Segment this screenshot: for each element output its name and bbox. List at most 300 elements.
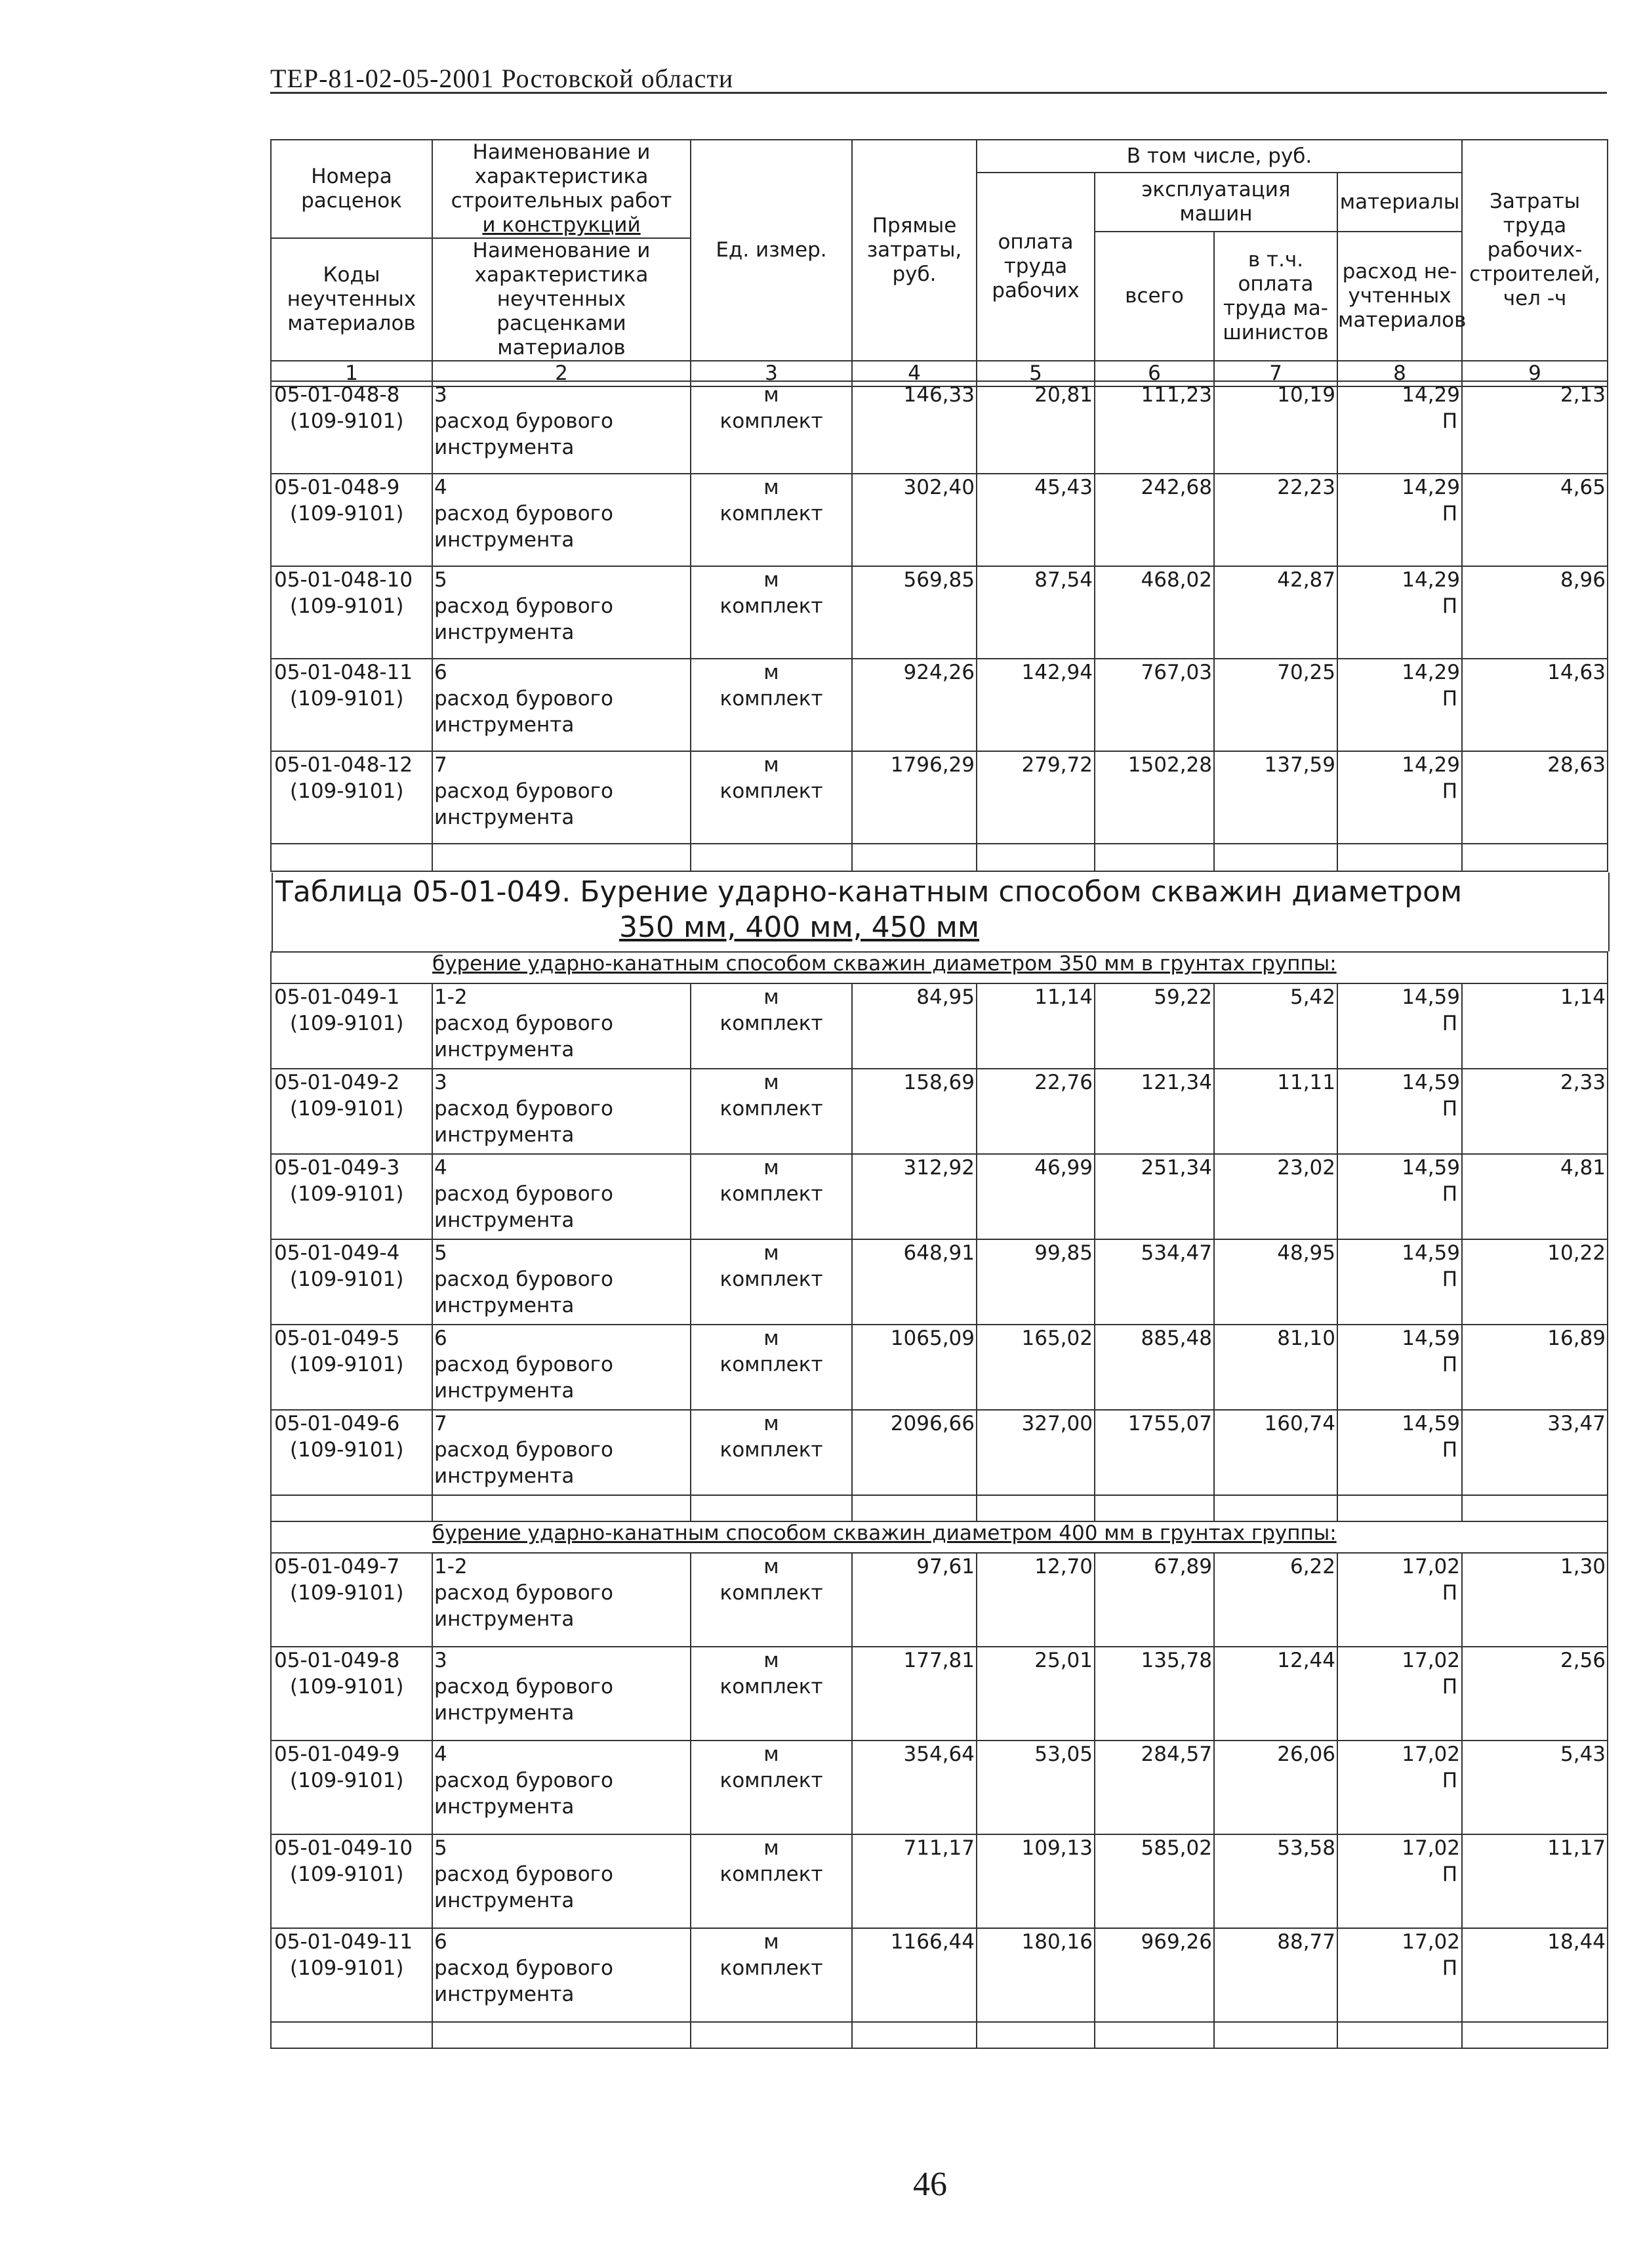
unit: м [763, 383, 779, 407]
table-row [271, 1928, 1608, 2022]
worker-labor: 1,14 [1462, 983, 1608, 1069]
unit-cell [691, 1410, 852, 1495]
rate-code: 05-01-049-8 [274, 1649, 400, 1672]
machines-total: 767,03 [1095, 659, 1214, 751]
work-description [432, 381, 691, 474]
table-spacer [271, 1495, 1608, 1521]
section-row [271, 952, 1608, 983]
material-unit: комплект [720, 1863, 823, 1886]
header-worker-labor: Затраты труда рабочих- строителей, чел -ч [1462, 140, 1608, 361]
soil-group: 6 [434, 1930, 447, 1954]
worker-labor: 5,43 [1462, 1741, 1608, 1834]
materials: 14,29 [1402, 476, 1460, 499]
rate-code-cell [271, 983, 432, 1069]
worker-labor: 14,63 [1462, 659, 1608, 751]
table-row [271, 983, 1608, 1069]
unit: м [763, 661, 779, 684]
header-machines: эксплуатация машин [1095, 173, 1337, 232]
unit-cell [691, 1553, 852, 1647]
material-name: расход бурового [434, 1097, 613, 1121]
unit-cell [691, 983, 852, 1069]
rate-code-cell [271, 751, 432, 844]
table-row [271, 566, 1608, 659]
direct-costs: 569,85 [852, 566, 977, 659]
col-num: 1 [271, 361, 432, 386]
unit: м [763, 1241, 779, 1265]
soil-group: 7 [434, 753, 447, 777]
machines-total: 135,78 [1095, 1647, 1214, 1741]
unit-cell [691, 1154, 852, 1239]
machines-total: 67,89 [1095, 1553, 1214, 1647]
materials: 14,59 [1402, 985, 1460, 1009]
worker-labor: 8,96 [1462, 566, 1608, 659]
unit: м [763, 476, 779, 499]
soil-group: 4 [434, 1156, 447, 1180]
worker-labor: 1,30 [1462, 1553, 1608, 1647]
unaccounted-flag: П [1442, 687, 1457, 711]
labor-pay: 12,70 [977, 1553, 1095, 1647]
worker-labor: 4,65 [1462, 474, 1608, 566]
soil-group: 4 [434, 1742, 447, 1766]
machines-total: 468,02 [1095, 566, 1214, 659]
unit: м [763, 568, 779, 592]
materials-cell [1337, 1154, 1462, 1239]
rate-code-cell [271, 1741, 432, 1834]
worker-labor: 16,89 [1462, 1325, 1608, 1410]
table-row [271, 1154, 1608, 1239]
header-direct-costs: Прямые затраты, руб. [852, 140, 977, 361]
material-code: (109-9101) [290, 1769, 404, 1792]
materials-cell [1337, 1325, 1462, 1410]
material-name: инструмента [434, 1795, 575, 1819]
material-name: расход бурового [434, 502, 613, 526]
table-title [272, 873, 1610, 951]
unaccounted-flag: П [1442, 502, 1457, 526]
rate-code-cell [271, 1410, 432, 1495]
unit-cell [691, 1741, 852, 1834]
labor-pay: 142,94 [977, 659, 1095, 751]
rate-code: 05-01-048-11 [274, 661, 413, 684]
material-name: расход бурового [434, 1438, 613, 1462]
table-row [271, 1741, 1608, 1834]
labor-pay: 45,43 [977, 474, 1095, 566]
materials: 14,29 [1402, 753, 1460, 777]
rate-code: 05-01-049-4 [274, 1241, 400, 1265]
machinists-pay: 23,02 [1214, 1154, 1337, 1239]
work-description [432, 1325, 691, 1410]
material-name: инструмента [434, 1701, 575, 1725]
material-name: инструмента [434, 528, 575, 552]
materials: 14,29 [1402, 383, 1460, 407]
soil-group: 6 [434, 1327, 447, 1350]
worker-labor: 11,17 [1462, 1834, 1608, 1928]
machines-total: 1502,28 [1095, 751, 1214, 844]
material-code: (109-9101) [290, 1182, 404, 1206]
direct-costs: 2096,66 [852, 1410, 977, 1495]
material-name: расход бурового [434, 1675, 613, 1699]
machines-total: 284,57 [1095, 1741, 1214, 1834]
machinists-pay: 48,95 [1214, 1239, 1337, 1325]
unaccounted-flag: П [1442, 1353, 1457, 1376]
machinists-pay: 26,06 [1214, 1741, 1337, 1834]
unit-cell [691, 1325, 852, 1410]
soil-group: 3 [434, 1071, 447, 1094]
soil-group: 6 [434, 661, 447, 684]
section-row [271, 1521, 1608, 1553]
material-unit: комплект [720, 1097, 823, 1121]
table-row [271, 1410, 1608, 1495]
material-name: инструмента [434, 713, 575, 737]
col-num: 7 [1214, 361, 1337, 386]
table-05-01-048 [270, 381, 1608, 872]
page-number: 46 [913, 2166, 947, 2203]
table-05-01-049 [270, 951, 1608, 2049]
material-code: (109-9101) [290, 1097, 404, 1121]
work-description [432, 1834, 691, 1928]
material-name: инструмента [434, 1379, 575, 1403]
machinists-pay: 5,42 [1214, 983, 1337, 1069]
unit: м [763, 1742, 779, 1766]
table-title-line2: 350 мм, 400 мм, 450 мм [619, 911, 980, 944]
work-description [432, 983, 691, 1069]
material-code: (109-9101) [290, 1438, 404, 1462]
table-row [271, 1069, 1608, 1154]
material-code: (109-9101) [290, 594, 404, 618]
materials: 17,02 [1402, 1930, 1460, 1954]
table-row [271, 1647, 1608, 1741]
direct-costs: 158,69 [852, 1069, 977, 1154]
table-row [271, 1325, 1608, 1410]
rate-code-cell [271, 1069, 432, 1154]
material-name: расход бурового [434, 1956, 613, 1980]
material-code: (109-9101) [290, 687, 404, 711]
table-spacer [271, 2022, 1608, 2048]
material-name: расход бурового [434, 409, 613, 433]
rate-code-cell [271, 1834, 432, 1928]
unit-cell [691, 1928, 852, 2022]
material-name: расход бурового [434, 1353, 613, 1376]
rate-code-cell [271, 1325, 432, 1410]
rate-code-cell [271, 1239, 432, 1325]
materials: 17,02 [1402, 1649, 1460, 1672]
unaccounted-flag: П [1442, 409, 1457, 433]
work-description [432, 751, 691, 844]
unaccounted-flag: П [1442, 1956, 1457, 1980]
material-unit: комплект [720, 409, 823, 433]
unaccounted-flag: П [1442, 594, 1457, 618]
materials: 17,02 [1402, 1836, 1460, 1860]
machines-total: 969,26 [1095, 1928, 1214, 2022]
material-unit: комплект [720, 1956, 823, 1980]
materials-cell [1337, 1239, 1462, 1325]
rate-code-cell [271, 659, 432, 751]
rate-code-cell [271, 381, 432, 474]
labor-pay: 165,02 [977, 1325, 1095, 1410]
unit: м [763, 1555, 779, 1578]
material-code: (109-9101) [290, 1956, 404, 1980]
direct-costs: 177,81 [852, 1647, 977, 1741]
materials-cell [1337, 983, 1462, 1069]
col-num: 4 [852, 361, 977, 386]
rate-code: 05-01-048-10 [274, 568, 413, 592]
soil-group: 4 [434, 476, 447, 499]
material-unit: комплект [720, 1353, 823, 1376]
unaccounted-flag: П [1442, 779, 1457, 803]
unaccounted-flag: П [1442, 1675, 1457, 1699]
direct-costs: 711,17 [852, 1834, 977, 1928]
labor-pay: 53,05 [977, 1741, 1095, 1834]
work-description [432, 1741, 691, 1834]
header-materials: материалы [1337, 173, 1462, 232]
worker-labor: 2,13 [1462, 381, 1608, 474]
table-row [271, 474, 1608, 566]
material-name: расход бурового [434, 1182, 613, 1206]
materials-cell [1337, 1741, 1462, 1834]
direct-costs: 924,26 [852, 659, 977, 751]
material-code: (109-9101) [290, 409, 404, 433]
table-title-line1: Таблица 05-01-049. Бурение ударно-канатным способом скважин диаметром [275, 875, 1463, 909]
materials: 17,02 [1402, 1742, 1460, 1766]
worker-labor: 4,81 [1462, 1154, 1608, 1239]
unaccounted-flag: П [1442, 1097, 1457, 1121]
materials: 14,59 [1402, 1156, 1460, 1180]
material-unit: комплект [720, 502, 823, 526]
material-unit: комплект [720, 1012, 823, 1035]
material-name: инструмента [434, 1607, 575, 1631]
material-name: инструмента [434, 806, 575, 829]
direct-costs: 97,61 [852, 1553, 977, 1647]
unit-cell [691, 659, 852, 751]
material-name: расход бурового [434, 779, 613, 803]
direct-costs: 1166,44 [852, 1928, 977, 2022]
soil-group: 5 [434, 568, 447, 592]
rate-code-cell [271, 1928, 432, 2022]
unaccounted-flag: П [1442, 1012, 1457, 1035]
machinists-pay: 88,77 [1214, 1928, 1337, 2022]
machinists-pay: 81,10 [1214, 1325, 1337, 1410]
materials: 14,59 [1402, 1241, 1460, 1265]
material-unit: комплект [720, 687, 823, 711]
materials-cell [1337, 1647, 1462, 1741]
labor-pay: 22,76 [977, 1069, 1095, 1154]
labor-pay: 180,16 [977, 1928, 1095, 2022]
material-name: инструмента [434, 1123, 575, 1147]
labor-pay: 87,54 [977, 566, 1095, 659]
work-description [432, 1410, 691, 1495]
material-name: расход бурового [434, 1012, 613, 1035]
rate-code: 05-01-048-12 [274, 753, 413, 777]
material-name: инструмента [434, 1208, 575, 1232]
header-unit: Ед. измер. [691, 140, 852, 361]
material-unit: комплект [720, 1268, 823, 1291]
rate-code-cell [271, 1154, 432, 1239]
material-name: инструмента [434, 1038, 575, 1062]
material-unit: комплект [720, 1438, 823, 1462]
unit: м [763, 1930, 779, 1954]
header-unaccounted-materials: расход не- учтенных материалов [1337, 232, 1462, 361]
material-code: (109-9101) [290, 1353, 404, 1376]
unit: м [763, 1836, 779, 1860]
running-title: ТЕР-81-02-05-2001 Ростовской области [270, 64, 734, 93]
materials: 14,59 [1402, 1071, 1460, 1094]
material-unit: комплект [720, 594, 823, 618]
material-name: расход бурового [434, 1268, 613, 1291]
table-row [271, 751, 1608, 844]
machinists-pay: 42,87 [1214, 566, 1337, 659]
machinists-pay: 22,23 [1214, 474, 1337, 566]
soil-group: 1-2 [434, 1555, 468, 1578]
unit-cell [691, 1239, 852, 1325]
unaccounted-flag: П [1442, 1438, 1457, 1462]
material-code: (109-9101) [290, 1863, 404, 1886]
machines-total: 534,47 [1095, 1239, 1214, 1325]
labor-pay: 25,01 [977, 1647, 1095, 1741]
col-num: 6 [1095, 361, 1214, 386]
material-name: расход бурового [434, 1863, 613, 1886]
section-heading: бурение ударно-канатным способом скважин диаметром 350 мм в грунтах группы: [432, 952, 1608, 983]
materials-cell [1337, 1928, 1462, 2022]
direct-costs: 354,64 [852, 1741, 977, 1834]
worker-labor: 33,47 [1462, 1410, 1608, 1495]
rate-code-cell [271, 566, 432, 659]
rate-code: 05-01-049-11 [274, 1930, 413, 1954]
machines-total: 251,34 [1095, 1154, 1214, 1239]
rate-code: 05-01-049-1 [274, 985, 400, 1009]
col-num: 8 [1337, 361, 1462, 386]
labor-pay: 11,14 [977, 983, 1095, 1069]
table-row [271, 1553, 1608, 1647]
unit-cell [691, 474, 852, 566]
material-name: расход бурового [434, 1581, 613, 1605]
materials-cell [1337, 1834, 1462, 1928]
header-work-name: Наименование и характеристика строительных работ и конструкций [432, 140, 691, 238]
materials-cell [1337, 1069, 1462, 1154]
unit-cell [691, 1647, 852, 1741]
work-description [432, 1069, 691, 1154]
labor-pay: 279,72 [977, 751, 1095, 844]
direct-costs: 302,40 [852, 474, 977, 566]
work-description [432, 1647, 691, 1741]
machines-total: 585,02 [1095, 1834, 1214, 1928]
material-unit: комплект [720, 1182, 823, 1206]
table-spacer [271, 844, 1608, 871]
materials: 14,29 [1402, 568, 1460, 592]
header-rate-numbers: Номера расценок [271, 140, 432, 238]
materials: 14,59 [1402, 1412, 1460, 1435]
direct-costs: 84,95 [852, 983, 977, 1069]
header-machinists-pay: в т.ч. оплата труда ма- шинистов [1214, 232, 1337, 361]
materials-cell [1337, 381, 1462, 474]
unit: м [763, 1071, 779, 1094]
unit: м [763, 1412, 779, 1435]
work-description [432, 659, 691, 751]
machines-total: 885,48 [1095, 1325, 1214, 1410]
soil-group: 1-2 [434, 985, 468, 1009]
materials: 17,02 [1402, 1555, 1460, 1578]
machines-total: 1755,07 [1095, 1410, 1214, 1495]
material-name: расход бурового [434, 687, 613, 711]
header-rule [270, 92, 1607, 94]
materials-cell [1337, 474, 1462, 566]
unaccounted-flag: П [1442, 1581, 1457, 1605]
materials-cell [1337, 566, 1462, 659]
machines-total: 242,68 [1095, 474, 1214, 566]
soil-group: 7 [434, 1412, 447, 1435]
rate-code: 05-01-048-9 [274, 476, 400, 499]
material-name: расход бурового [434, 1769, 613, 1792]
work-description [432, 566, 691, 659]
rate-code: 05-01-049-5 [274, 1327, 400, 1350]
unit-cell [691, 566, 852, 659]
labor-pay: 99,85 [977, 1239, 1095, 1325]
table-row [271, 659, 1608, 751]
unit: м [763, 985, 779, 1009]
col-num: 2 [432, 361, 691, 386]
unit-cell [691, 751, 852, 844]
rate-code: 05-01-048-8 [274, 383, 400, 407]
material-code: (109-9101) [290, 1012, 404, 1035]
material-code: (109-9101) [290, 502, 404, 526]
material-name: расход бурового [434, 594, 613, 618]
worker-labor: 2,33 [1462, 1069, 1608, 1154]
header-labor-pay: оплата труда рабочих [977, 173, 1095, 361]
unaccounted-flag: П [1442, 1268, 1457, 1291]
materials-cell [1337, 751, 1462, 844]
unaccounted-flag: П [1442, 1863, 1457, 1886]
direct-costs: 312,92 [852, 1154, 977, 1239]
rate-code: 05-01-049-3 [274, 1156, 400, 1180]
rate-code-cell [271, 474, 432, 566]
work-description [432, 474, 691, 566]
material-name: инструмента [434, 621, 575, 644]
soil-group: 5 [434, 1836, 447, 1860]
material-name: инструмента [434, 1464, 575, 1488]
col-num: 9 [1462, 361, 1608, 386]
machines-total: 121,34 [1095, 1069, 1214, 1154]
machinists-pay: 10,19 [1214, 381, 1337, 474]
header-material-name: Наименование и характеристика неучтенных расценками материалов [432, 238, 691, 361]
header-material-codes: Коды неучтенных материалов [271, 238, 432, 361]
machinists-pay: 137,59 [1214, 751, 1337, 844]
materials-cell [1337, 659, 1462, 751]
material-name: инструмента [434, 1294, 575, 1317]
rate-code: 05-01-049-6 [274, 1412, 400, 1435]
unaccounted-flag: П [1442, 1182, 1457, 1206]
material-unit: комплект [720, 779, 823, 803]
labor-pay: 109,13 [977, 1834, 1095, 1928]
material-code: (109-9101) [290, 1581, 404, 1605]
material-name: инструмента [434, 436, 575, 459]
work-description [432, 1553, 691, 1647]
machinists-pay: 160,74 [1214, 1410, 1337, 1495]
soil-group: 3 [434, 1649, 447, 1672]
header-including: В том числе, руб. [977, 140, 1462, 173]
header-machines-total: всего [1095, 232, 1214, 361]
section-heading: бурение ударно-канатным способом скважин диаметром 400 мм в грунтах группы: [432, 1521, 1608, 1553]
table-row [271, 381, 1608, 474]
unit: м [763, 753, 779, 777]
material-unit: комплект [720, 1581, 823, 1605]
labor-pay: 46,99 [977, 1154, 1095, 1239]
unit-cell [691, 1834, 852, 1928]
labor-pay: 20,81 [977, 381, 1095, 474]
material-code: (109-9101) [290, 1675, 404, 1699]
machinists-pay: 53,58 [1214, 1834, 1337, 1928]
unit: м [763, 1156, 779, 1180]
material-code: (109-9101) [290, 1268, 404, 1291]
rate-code-cell [271, 1647, 432, 1741]
rate-code: 05-01-049-2 [274, 1071, 400, 1094]
